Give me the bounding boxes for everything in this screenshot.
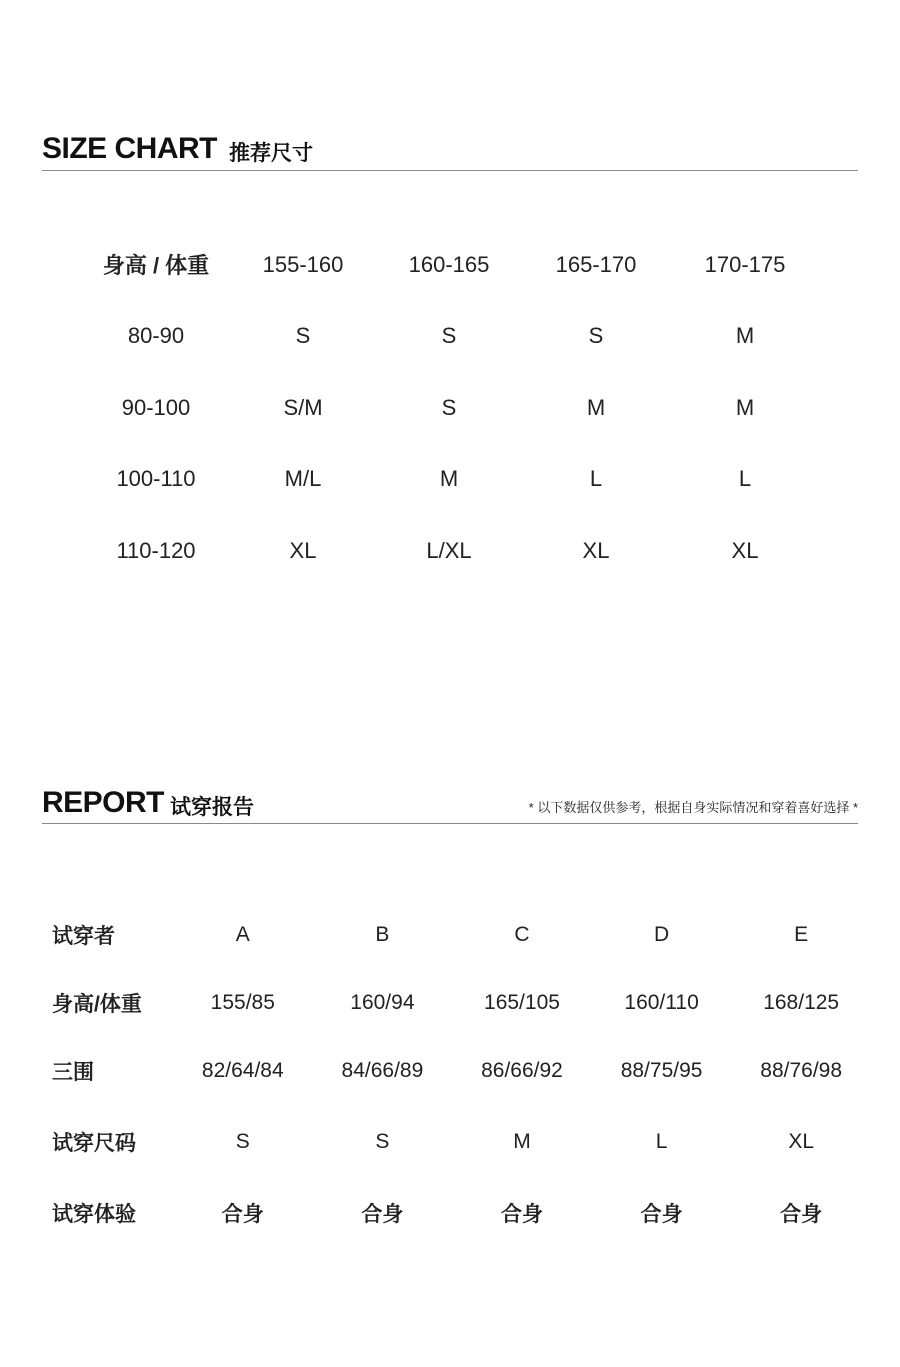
- table-cell: 168/125: [763, 991, 840, 1014]
- report-note: * 以下数据仅供参考，根据自身实际情况和穿着喜好选择 *: [528, 800, 858, 815]
- table-cell: M: [439, 466, 459, 492]
- table-cell: E: [794, 923, 809, 946]
- row-label: 试穿尺码: [52, 1132, 136, 1155]
- row-label: 试穿体验: [52, 1203, 136, 1226]
- table-row: [52, 970, 872, 1036]
- table-row: [82, 515, 822, 587]
- table-row: [82, 301, 822, 373]
- table-cell: L: [655, 1130, 668, 1153]
- table-cell: S: [441, 323, 457, 349]
- row-label: 三围: [52, 1061, 94, 1084]
- table-cell: A: [235, 923, 250, 946]
- table-cell: 80-90: [127, 323, 185, 349]
- table-cell: 165/105: [484, 991, 560, 1014]
- table-cell: XL: [289, 537, 317, 563]
- size-chart-table: [82, 229, 822, 587]
- table-cell: M/L: [284, 466, 322, 492]
- table-cell: 165-170: [555, 251, 637, 277]
- table-cell: XL: [731, 537, 759, 563]
- table-row: [82, 372, 822, 444]
- table-row: [52, 900, 872, 970]
- table-cell: 88/75/95: [620, 1059, 703, 1082]
- row-label: 身高/体重: [52, 993, 142, 1016]
- table-cell: 84/66/89: [341, 1059, 424, 1082]
- table-cell: M: [586, 394, 606, 420]
- table-cell: M: [735, 323, 755, 349]
- table-cell: S: [375, 1130, 390, 1153]
- table-cell: S: [588, 323, 604, 349]
- table-cell: S/M: [283, 394, 323, 420]
- size-chart-subtitle: 推荐尺寸: [229, 142, 313, 165]
- table-cell: 86/66/92: [481, 1059, 563, 1082]
- table-cell: 160/94: [350, 991, 415, 1014]
- report-title: REPORT: [42, 786, 165, 819]
- table-cell: 160-165: [408, 251, 490, 277]
- table-cell: 155-160: [262, 251, 344, 277]
- table-cell: XL: [582, 537, 610, 563]
- table-cell: D: [653, 923, 670, 946]
- table-cell: M: [513, 1130, 531, 1153]
- size-chart-header-row: [82, 229, 822, 301]
- report-subtitle: 试穿报告: [170, 796, 254, 819]
- table-cell: S: [295, 323, 311, 349]
- table-cell: C: [514, 923, 530, 946]
- size-chart-header: [42, 130, 858, 171]
- table-row: [52, 1106, 872, 1178]
- table-cell: 82/64/84: [201, 1059, 284, 1082]
- table-cell: 155/85: [210, 991, 275, 1014]
- table-cell: 合身: [500, 1203, 543, 1226]
- table-cell: XL: [788, 1130, 815, 1153]
- table-cell: 100-110: [116, 466, 196, 492]
- table-cell: M: [735, 394, 755, 420]
- table-cell: 88/76/98: [760, 1059, 843, 1082]
- table-cell: 合身: [221, 1203, 264, 1226]
- table-cell: 身高 / 体重: [102, 253, 210, 279]
- report-table: [52, 900, 872, 1248]
- table-cell: 合身: [640, 1203, 683, 1226]
- size-chart-title: SIZE CHART: [42, 132, 217, 165]
- table-cell: S: [441, 394, 457, 420]
- table-cell: S: [235, 1130, 250, 1153]
- table-cell: 170-175: [704, 251, 786, 277]
- table-cell: 90-100: [121, 394, 191, 420]
- table-cell: B: [375, 923, 390, 946]
- report-header: [42, 784, 858, 824]
- table-cell: 110-120: [116, 537, 196, 563]
- table-cell: 160/110: [624, 991, 699, 1014]
- table-row: [52, 1178, 872, 1248]
- table-row: [82, 444, 822, 516]
- table-row: [52, 1036, 872, 1106]
- table-cell: L/XL: [426, 537, 472, 563]
- table-cell: 合身: [780, 1203, 823, 1226]
- table-cell: L: [589, 466, 603, 492]
- table-cell: 合身: [361, 1203, 404, 1226]
- table-cell: L: [738, 466, 752, 492]
- row-label: 试穿者: [52, 925, 115, 948]
